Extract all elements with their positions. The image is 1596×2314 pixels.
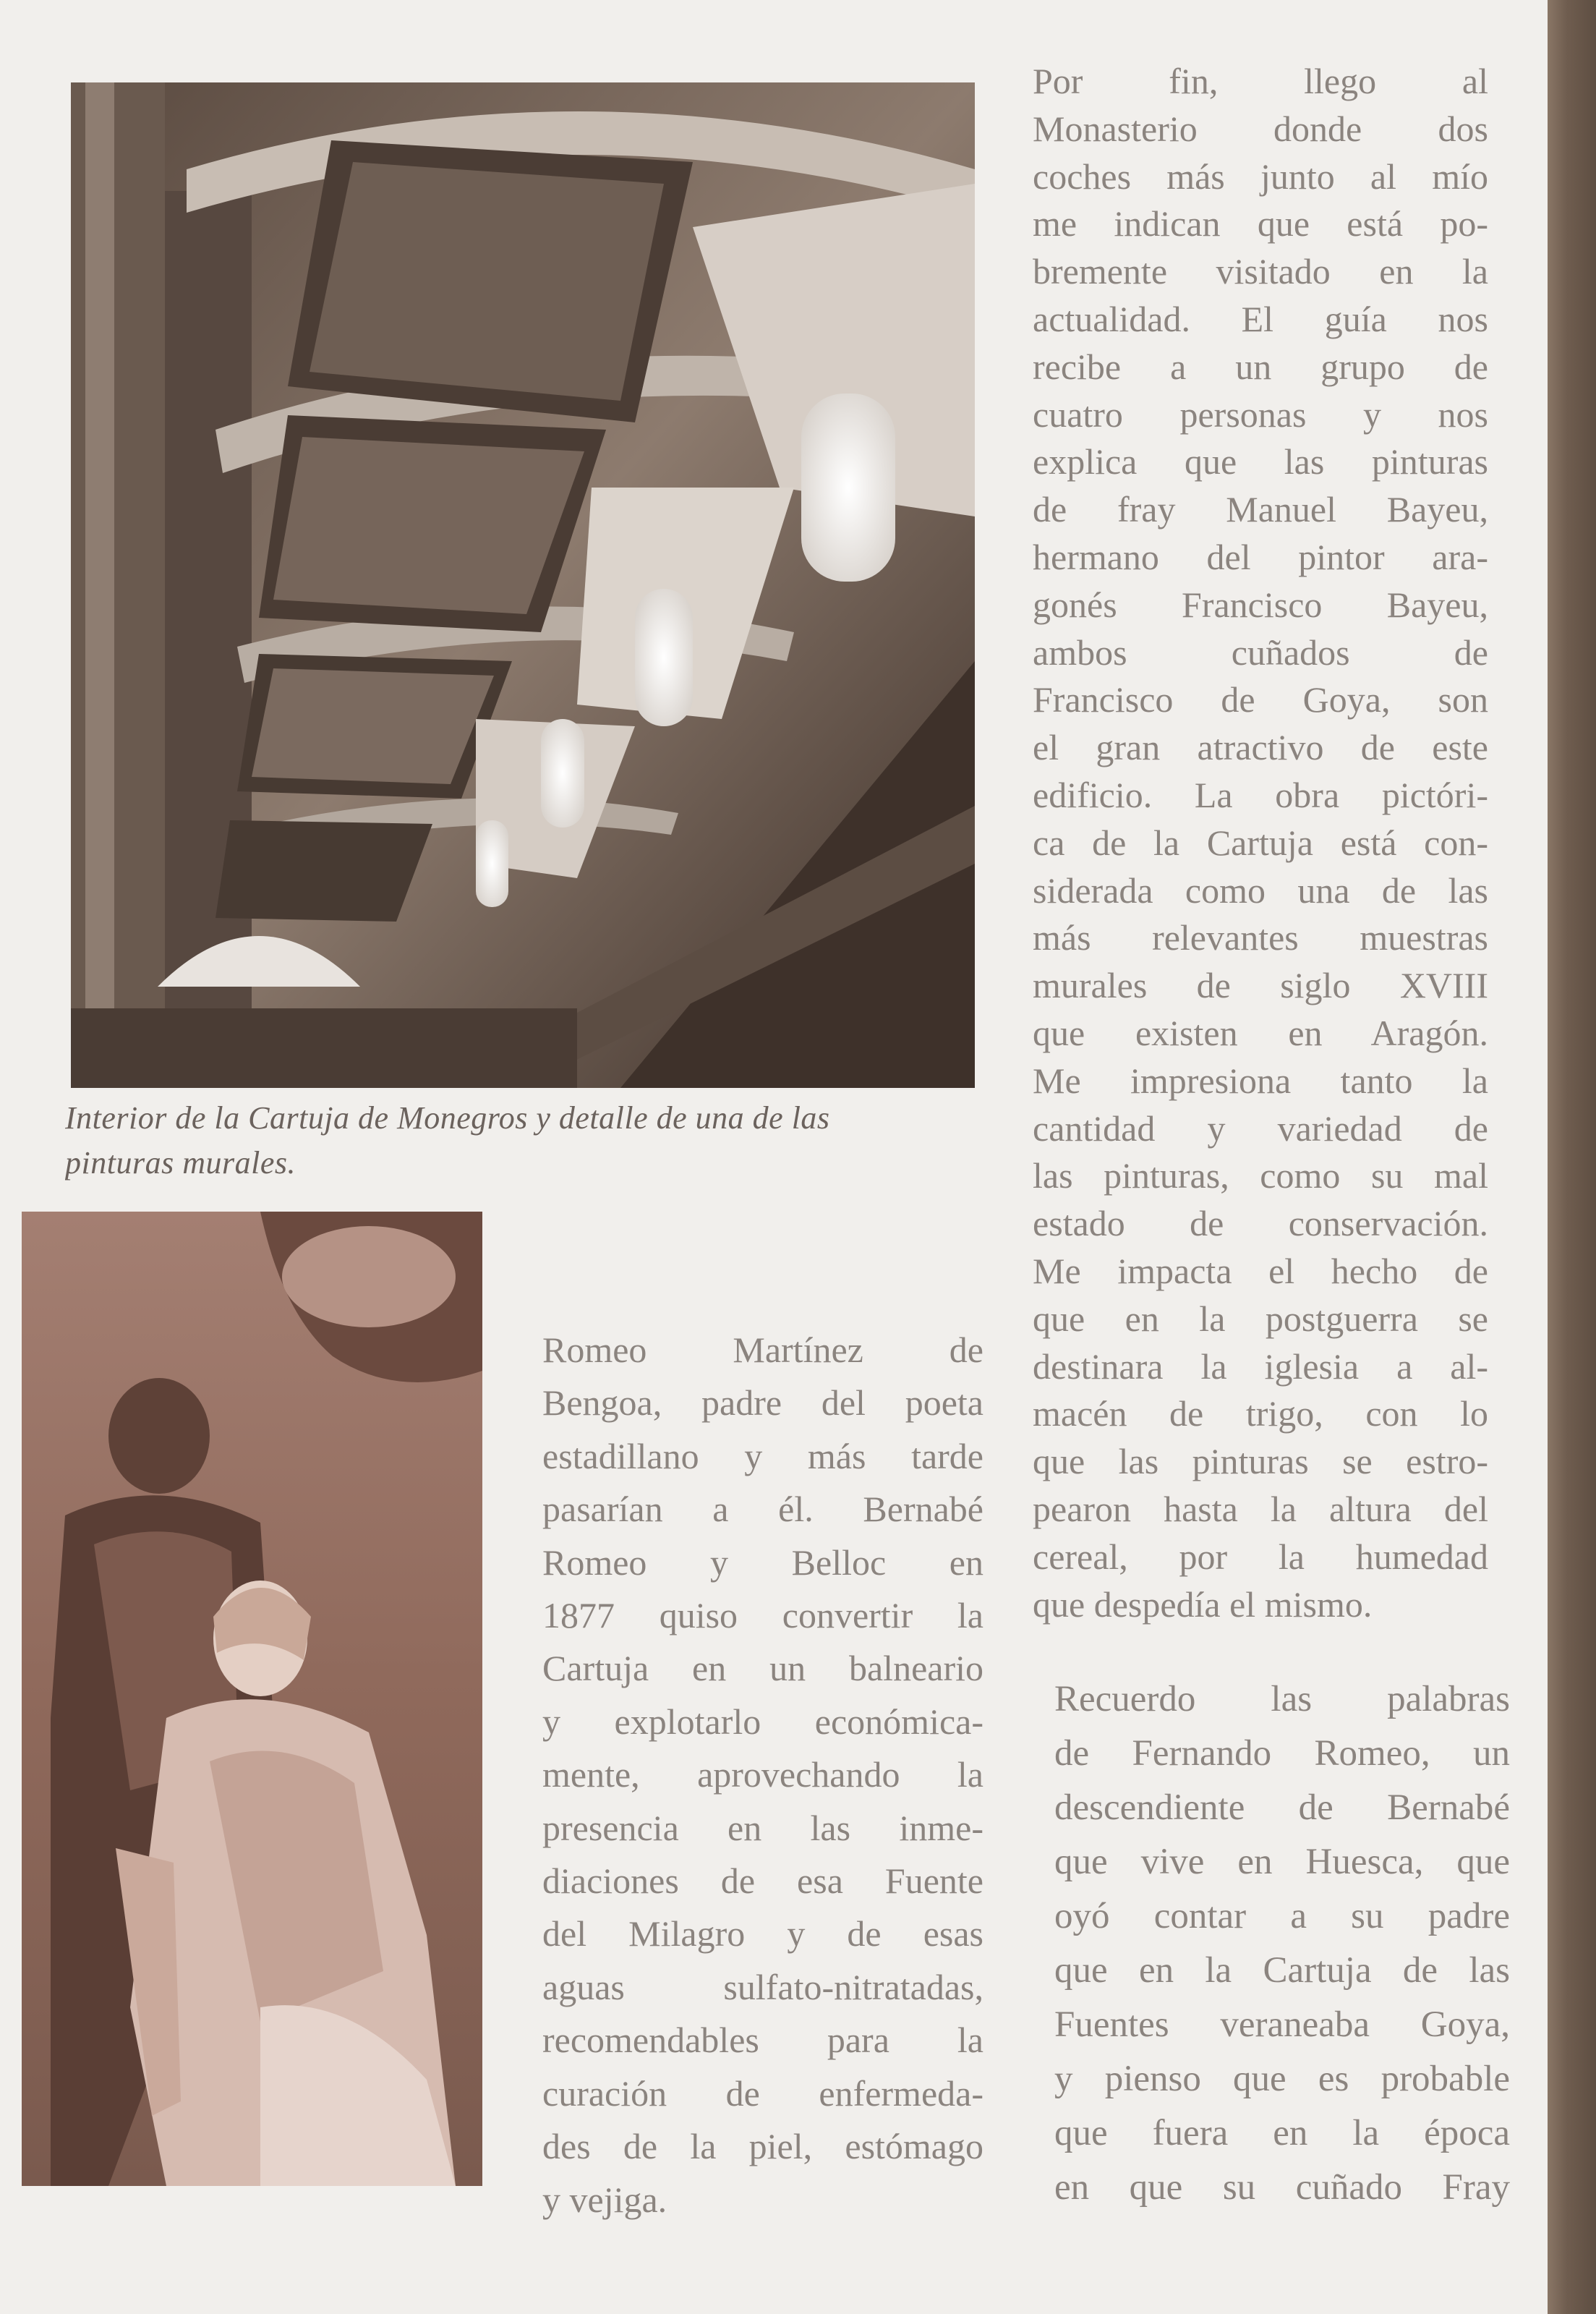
text-line: cantidad y variedad de — [1033, 1107, 1488, 1149]
right-text-column — [1033, 58, 1488, 1628]
table-surface — [1548, 0, 1596, 2314]
text-line: Fuentes veraneaba Goya, — [1054, 2004, 1510, 2045]
text-line: cuatro personas y nos — [1033, 394, 1488, 435]
text-line: Francisco de Goya, son — [1033, 679, 1488, 720]
text-line: que en la Cartuja de las — [1054, 1950, 1510, 1991]
text-line: edificio. La obra pictóri- — [1033, 774, 1488, 815]
text-line: más relevantes muestras — [1033, 917, 1488, 958]
text-line: Recuerdo las palabras — [1054, 1679, 1510, 1719]
left-text-column — [542, 1324, 983, 2226]
text-line: Romeo Martínez de — [542, 1330, 983, 1370]
text-line: ambos cuñados de — [1033, 631, 1488, 673]
ceiling-fresco-photo — [71, 82, 975, 1088]
text-line: 1877 quiso convertir la — [542, 1595, 983, 1636]
text-line: curación de enfermeda- — [542, 2072, 983, 2114]
text-line: y vejiga. — [542, 2179, 667, 2220]
text-line: estadillano y más tarde — [542, 1435, 983, 1476]
text-line: que fuera en la época — [1054, 2113, 1510, 2153]
text-line: bremente visitado en la — [1033, 251, 1488, 292]
text-line: el gran atractivo de este — [1033, 727, 1488, 768]
text-line: actualidad. El guía nos — [1033, 298, 1488, 339]
text-line: Me impresiona tanto la — [1033, 1060, 1488, 1101]
text-line: destinara la iglesia a al- — [1033, 1345, 1488, 1387]
text-line: que existen en Aragón. — [1033, 1012, 1488, 1053]
caption-line: pinturas murales. — [65, 1145, 296, 1181]
text-line: que las pinturas se estro- — [1033, 1441, 1488, 1482]
text-line: explica que las pinturas — [1033, 441, 1488, 482]
text-line: del Milagro y de esas — [542, 1913, 983, 1954]
text-line: Me impacta el hecho de — [1033, 1250, 1488, 1291]
text-line: de fray Manuel Bayeu, — [1033, 489, 1488, 530]
text-line: Monasterio donde dos — [1033, 108, 1488, 149]
text-line: hermano del pintor ara- — [1033, 536, 1488, 577]
figure-caption — [65, 1096, 969, 1186]
text-line: recibe a un grupo de — [1033, 346, 1488, 387]
text-line: las pinturas, como su mal — [1033, 1155, 1488, 1196]
text-line: aguas sulfato-nitratadas, — [542, 1966, 983, 2007]
caption-line: Interior de la Cartuja de Monegros y detalle de una de las — [65, 1100, 830, 1136]
text-line: des de la piel, estómago — [542, 2126, 983, 2167]
text-line: presencia en las inme- — [542, 1807, 983, 1848]
text-line: y pienso que es probable — [1054, 2059, 1510, 2099]
mural-painting-photo — [22, 1212, 482, 2186]
text-line: ca de la Cartuja está con- — [1033, 822, 1488, 863]
text-line: de Fernando Romeo, un — [1054, 1733, 1510, 1774]
text-line: diaciones de esa Fuente — [542, 1860, 983, 1902]
text-line: oyó contar a su padre — [1054, 1896, 1510, 1936]
text-line: estado de conservación. — [1033, 1203, 1488, 1244]
text-line: Bengoa, padre del poeta — [542, 1382, 983, 1424]
text-line: Por fin, llego al — [1033, 61, 1488, 101]
text-line: Romeo y Belloc en — [542, 1541, 983, 1583]
text-line: Cartuja en un balneario — [542, 1648, 983, 1689]
text-line: descendiente de Bernabé — [1054, 1787, 1510, 1828]
text-line: coches más junto al mío — [1033, 156, 1488, 197]
text-line: en que su cuñado Fray — [1054, 2167, 1510, 2208]
text-line: mente, aprovechando la — [542, 1754, 983, 1795]
right-text-column-continued — [1054, 1672, 1510, 2215]
ceiling-fresco-illustration — [71, 82, 975, 1088]
text-line: cereal, por la humedad — [1033, 1536, 1488, 1577]
mural-painting-illustration — [22, 1212, 482, 2186]
text-line: que vive en Huesca, que — [1054, 1842, 1510, 1882]
text-line: siderada como una de las — [1033, 869, 1488, 911]
text-line: que en la postguerra se — [1033, 1298, 1488, 1339]
text-line: recomendables para la — [542, 2020, 983, 2061]
text-line: gonés Francisco Bayeu, — [1033, 584, 1488, 625]
text-line: que despedía el mismo. — [1033, 1583, 1373, 1625]
text-line: y explotarlo económica- — [542, 1701, 983, 1742]
text-line: me indican que está po- — [1033, 203, 1488, 244]
text-line: pasarían a él. Bernabé — [542, 1489, 983, 1530]
text-line: macén de trigo, con lo — [1033, 1393, 1488, 1434]
text-line: murales de siglo XVIII — [1033, 965, 1488, 1006]
text-line: pearon hasta la altura del — [1033, 1488, 1488, 1529]
